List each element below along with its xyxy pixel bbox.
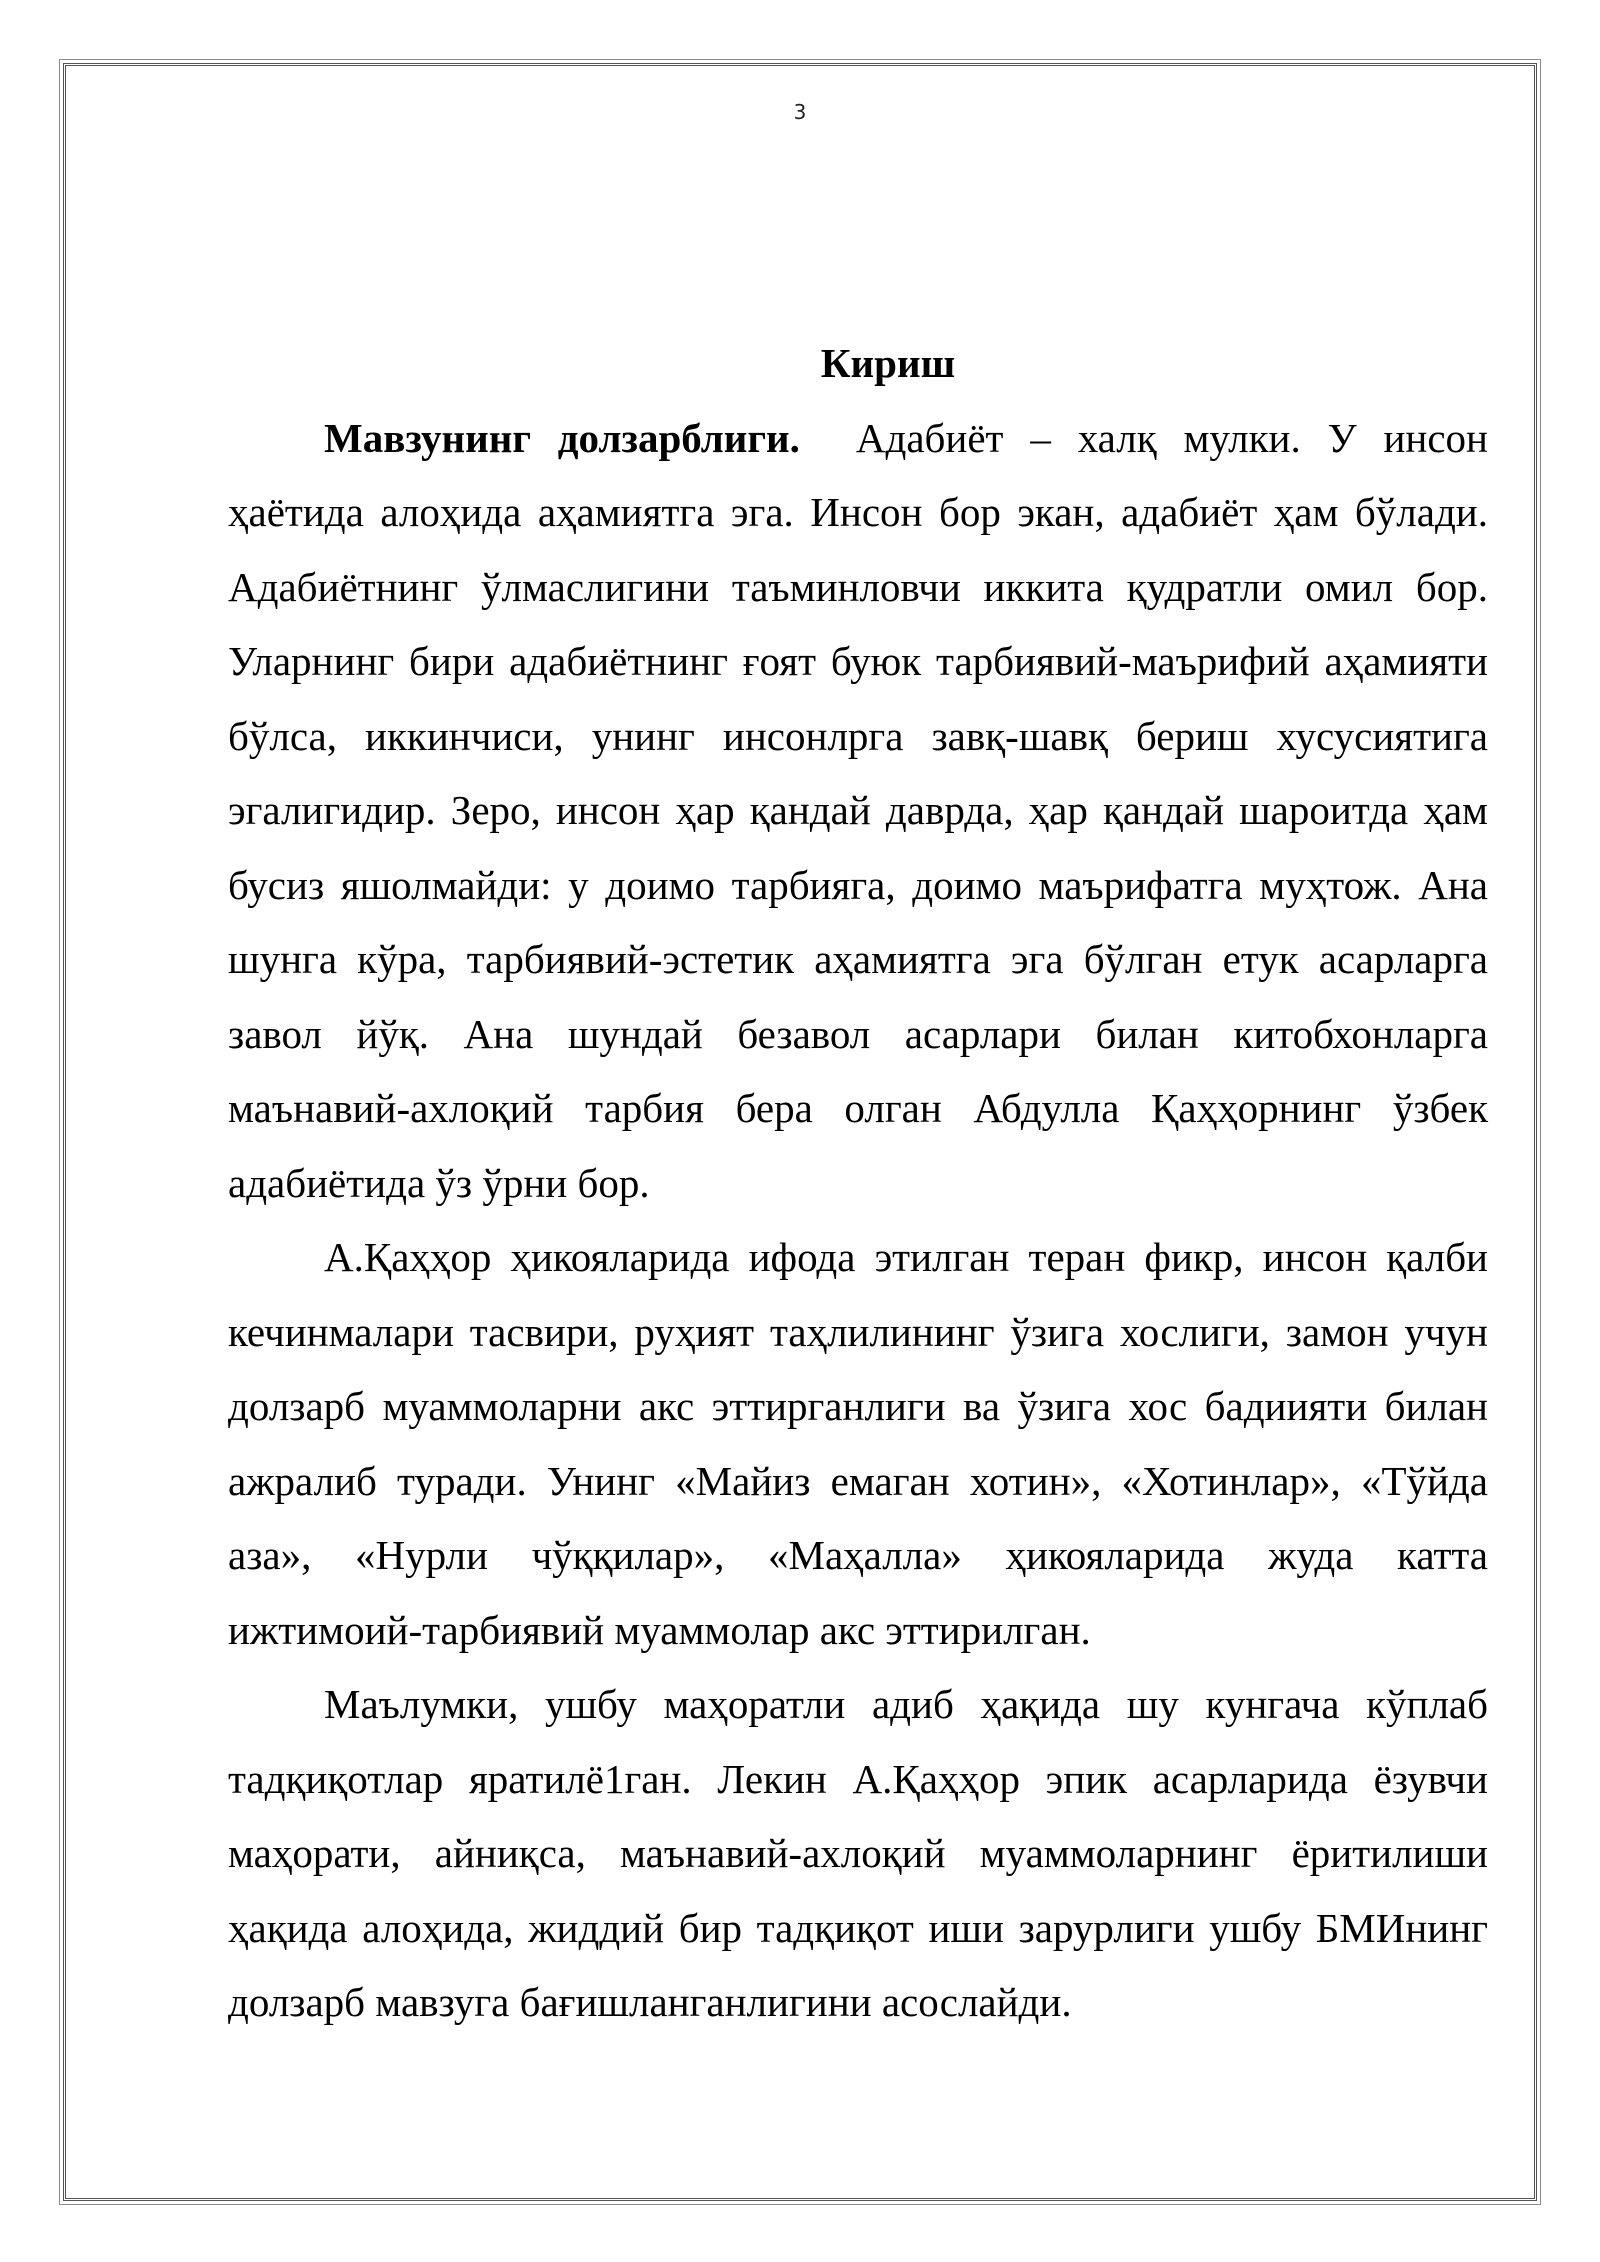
paragraph-relevance bbox=[228, 401, 1488, 1221]
relevance-label: Мавзунинг долзарблиги. bbox=[324, 414, 800, 461]
paragraph-text: Адабиёт – халқ мулки. У инсон ҳаётида алоҳида аҳамиятга эга. Инсон бор экан, адабиёт ҳам бўлади. Адабиётнинг ўлмаслигини таъминловчи иккита қудратли омил бор. Уларнинг бири адабиётнинг ғоят буюк тарбиявий-маърифий аҳамияти бўлса, иккинчиси, унинг инсонлрга завқ-шавқ бериш хусусиятига эгалигидир. Зеро, инсон ҳар қандай даврда, ҳар қандай шароитда ҳам бусиз яшолмайди: у доимо тарбияга, доимо маърифатга муҳтож. Ана шунга кўра, тарбиявий-эстетик аҳамиятга эга бўлган етук асарларга завол йўқ. Ана шундай безавол асарлари билан китобхонларга маънавий-ахлоқий тарбия бера олган Абдулла Қаҳҳорнинг ўзбек адабиётида ўз ўрни бор. bbox=[228, 414, 1488, 1206]
page-number: 3 bbox=[793, 100, 807, 124]
paragraph-research: Маълумки, ушбу маҳоратли адиб ҳақида шу кунгача кўплаб тадқиқотлар яратилё1ган. Лекин А.Қаҳҳор эпик асарларида ёзувчи маҳорати, айниқса, маънавий-ахлоқий муаммоларнинг ёритилиши ҳақида алоҳида, жиддий бир тадқиқот иши зарурлиги ушбу БМИнинг долзарб мавзуга бағишланганлигини асослайди. bbox=[228, 1681, 1488, 2025]
paragraph-stories: А.Қаҳҳор ҳикояларида ифода этилган теран фикр, инсон қалби кечинмалари тасвири, руҳият таҳлилининг ўзига хослиги, замон учун долзарб муаммоларни акс эттирганлиги ва ўзига хос бадиияти билан ажралиб туради. Унинг «Майиз емаган хотин», «Хотинлар», «Тўйда аза», «Нурли чўққилар», «Маҳалла» ҳикояларида жуда катта ижтимоий-тарбиявий муаммолар акс эттирилган. bbox=[228, 1234, 1488, 1653]
document-body bbox=[228, 326, 1488, 2040]
section-heading: Кириш bbox=[820, 340, 956, 386]
